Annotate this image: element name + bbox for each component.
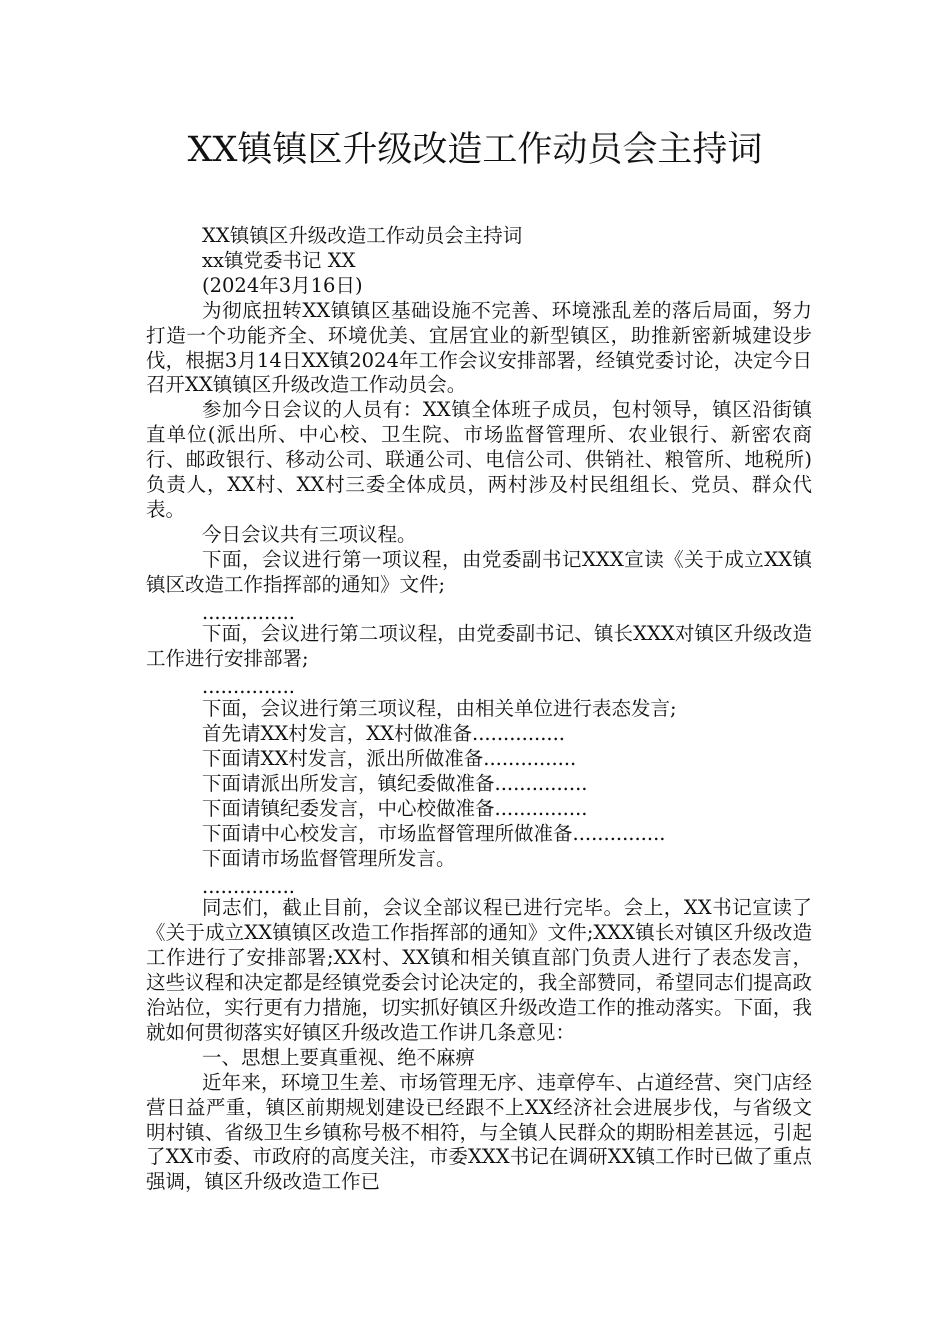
speech-order-line: 下面请市场监督管理所发言。 [202,846,456,870]
intro-paragraph: 为彻底扭转XX镇镇区基础设施不完善、环境涨乱差的落后局面，努力打造一个功能齐全、环境优美、宜居宜业的新型镇区，助推新密新城建设步伐，根据3月14日XX镇2024年工作会议安排部署，经镇党委讨论，决定今日召开XX镇镇区升级改造工作动员会。 [146,298,812,397]
ellipsis-line: ............... [202,874,295,898]
date-line: (2024年3月16日) [202,273,363,297]
speech-order-line: 下面请XX村发言，派出所做准备............... [202,747,577,770]
agenda-item-2-paragraph: 下面，会议进行第二项议程，由党委副书记、镇长XXX对镇区升级改造工作进行安排部署; [146,622,812,671]
document-body [146,224,812,1195]
summary-paragraph: 同志们，截止目前，会议全部议程已进行完毕。会上，XX书记宣读了《关于成立XX镇镇区改造工作指挥部的通知》文件;XXX镇长对镇区升级改造工作进行了安排部署;XX村、XX镇和相关镇直部门负责人进行了表态发言，这些议程和决定都是经镇党委会讨论决定的，我全部赞同，希望同志们提高政治站位，实行更有力措施，切实抓好镇区升级改造工作的推动落实。下面，我就如何贯彻落实好镇区升级改造工作讲几条意见： [146,896,812,1044]
ellipsis-line: ............... [202,675,295,699]
section-heading: 一、思想上要真重视、绝不麻痹 [202,1045,476,1069]
speech-order-line: 下面请派出所发言，镇纪委做准备............... [202,771,588,795]
speech-order-line: 下面请镇纪委发言，中心校做准备............... [202,796,588,820]
document-title: XX镇镇区升级改造工作动员会主持词 [187,130,763,170]
agenda-item-3-paragraph: 下面，会议进行第三项议程，由相关单位进行表态发言; [202,697,677,721]
speech-order-line: 下面请中心校发言，市场监督管理所做准备............... [202,821,666,845]
ellipsis-line: ............... [202,600,295,624]
speech-order-line: 首先请XX村发言，XX村做准备............... [202,722,566,746]
agenda-count-paragraph: 今日会议共有三项议程。 [202,522,417,546]
speaker-line: xx镇党委书记 XX [202,248,356,272]
agenda-item-1-paragraph: 下面，会议进行第一项议程，由党委副书记XXX宣读《关于成立XX镇镇区改造工作指挥部的通知》文件; [146,547,812,596]
attendees-paragraph: 参加今日会议的人员有：XX镇全体班子成员，包村领导，镇区沿街镇直单位(派出所、中心校、卫生院、市场监督管理所、农业银行、新密农商行、邮政银行、移动公司、联通公司、电信公司、供销社、粮管所、地税所)负责人，XX村、XX村三委全体成员，两村涉及村民组组长、党员、群众代表。 [146,398,812,521]
section-paragraph: 近年来，环境卫生差、市场管理无序、违章停车、占道经营、突门店经营日益严重，镇区前期规划建设已经跟不上XX经济社会进展步伐，与省级文明村镇、省级卫生乡镇称号极不相符，与全镇人民群众的期盼相差甚远，引起了XX市委、市政府的高度关注，市委XXX书记在调研XX镇工作时已做了重点强调，镇区升级改造工作已 [146,1070,812,1194]
body-heading-line: XX镇镇区升级改造工作动员会主持词 [202,224,523,247]
